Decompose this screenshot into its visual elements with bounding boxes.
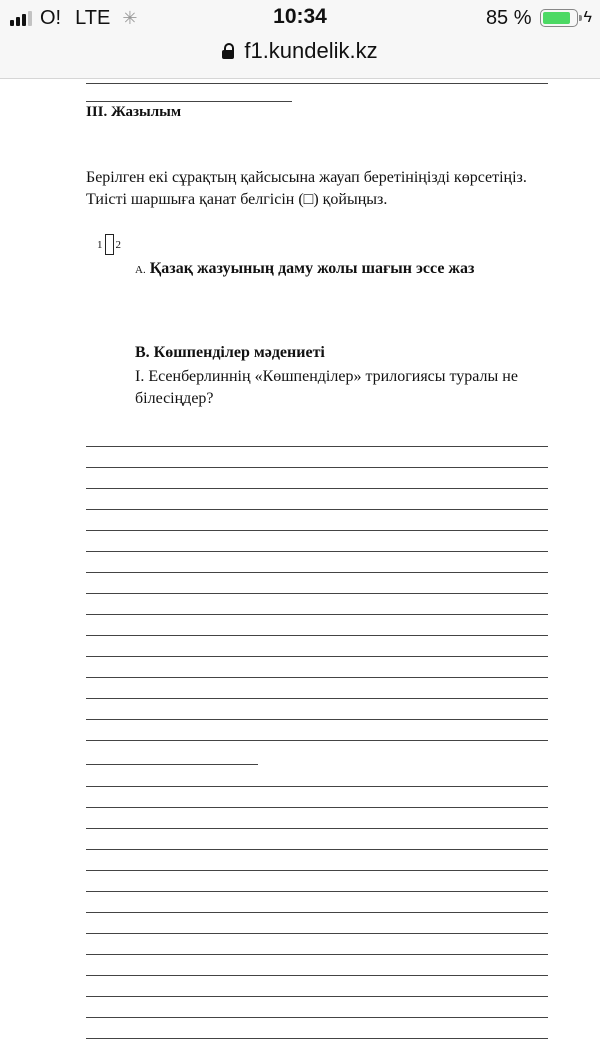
battery-fill bbox=[543, 12, 570, 24]
checkbox-label-1: 1 bbox=[97, 238, 103, 251]
answer-line[interactable] bbox=[86, 488, 548, 489]
answer-checkbox[interactable] bbox=[105, 234, 114, 255]
answer-line[interactable] bbox=[86, 975, 548, 976]
battery-percent: 85 % bbox=[485, 6, 532, 29]
answer-line[interactable] bbox=[86, 740, 548, 741]
url-text[interactable]: f1.kundelik.kz bbox=[244, 38, 378, 63]
instruction-text: Берілген екі сұрақтың қайсысына жауап беретініңізді көрсетіңіз. Тиісті шаршыға қанат белгісін (□) қойыңыз. bbox=[86, 169, 527, 208]
answer-line-short[interactable] bbox=[86, 764, 258, 765]
option-a-text: Қазақ жазуының даму жолы шағын эссе жаз bbox=[149, 260, 475, 277]
answer-line[interactable] bbox=[86, 509, 548, 510]
option-a-letter: A. bbox=[135, 264, 146, 276]
answer-line[interactable] bbox=[86, 572, 548, 573]
option-checkbox-group[interactable] bbox=[97, 234, 121, 255]
battery-icon bbox=[540, 9, 578, 27]
answer-line[interactable] bbox=[86, 446, 548, 447]
answer-line[interactable] bbox=[86, 719, 548, 720]
answer-line[interactable] bbox=[86, 656, 548, 657]
answer-line[interactable] bbox=[86, 1017, 548, 1018]
status-right bbox=[486, 6, 592, 30]
address-bar[interactable] bbox=[0, 36, 600, 66]
answer-line[interactable] bbox=[86, 786, 548, 787]
answer-line[interactable] bbox=[86, 467, 548, 468]
carrier-label: O! bbox=[40, 6, 62, 29]
answer-line[interactable] bbox=[86, 635, 548, 636]
answer-line[interactable] bbox=[86, 551, 548, 552]
answer-line[interactable] bbox=[86, 677, 548, 678]
answer-line[interactable] bbox=[86, 912, 548, 913]
network-label: LTE bbox=[75, 6, 111, 29]
charging-bolt-icon: ϟ bbox=[583, 9, 592, 26]
top-rule bbox=[86, 83, 548, 84]
answer-line[interactable] bbox=[86, 614, 548, 615]
option-b-title: B. Көшпенділер мәдениеті bbox=[135, 344, 325, 361]
answer-line[interactable] bbox=[86, 698, 548, 699]
answer-line[interactable] bbox=[86, 530, 548, 531]
answer-line[interactable] bbox=[86, 807, 548, 808]
option-a bbox=[135, 260, 474, 278]
answer-line[interactable] bbox=[86, 954, 548, 955]
answer-line[interactable] bbox=[86, 933, 548, 934]
section-title: III. Жазылым bbox=[86, 104, 182, 120]
answer-line[interactable] bbox=[86, 1038, 548, 1039]
answer-line[interactable] bbox=[86, 996, 548, 997]
section-underline bbox=[86, 101, 292, 102]
option-b-question: I. Есенберлиннің «Көшпенділер» трилогиясы туралы не білесіңдер? bbox=[135, 368, 518, 407]
answer-line[interactable] bbox=[86, 870, 548, 871]
lock-icon bbox=[222, 43, 234, 59]
loading-spinner-icon: ✳ bbox=[122, 7, 138, 28]
answer-line[interactable] bbox=[86, 849, 548, 850]
answer-line[interactable] bbox=[86, 593, 548, 594]
checkbox-label-2: 2 bbox=[115, 238, 121, 251]
status-bar bbox=[0, 0, 600, 79]
document-page bbox=[0, 79, 600, 1063]
answer-line[interactable] bbox=[86, 828, 548, 829]
answer-line[interactable] bbox=[86, 891, 548, 892]
clock: 10:34 bbox=[273, 5, 327, 28]
